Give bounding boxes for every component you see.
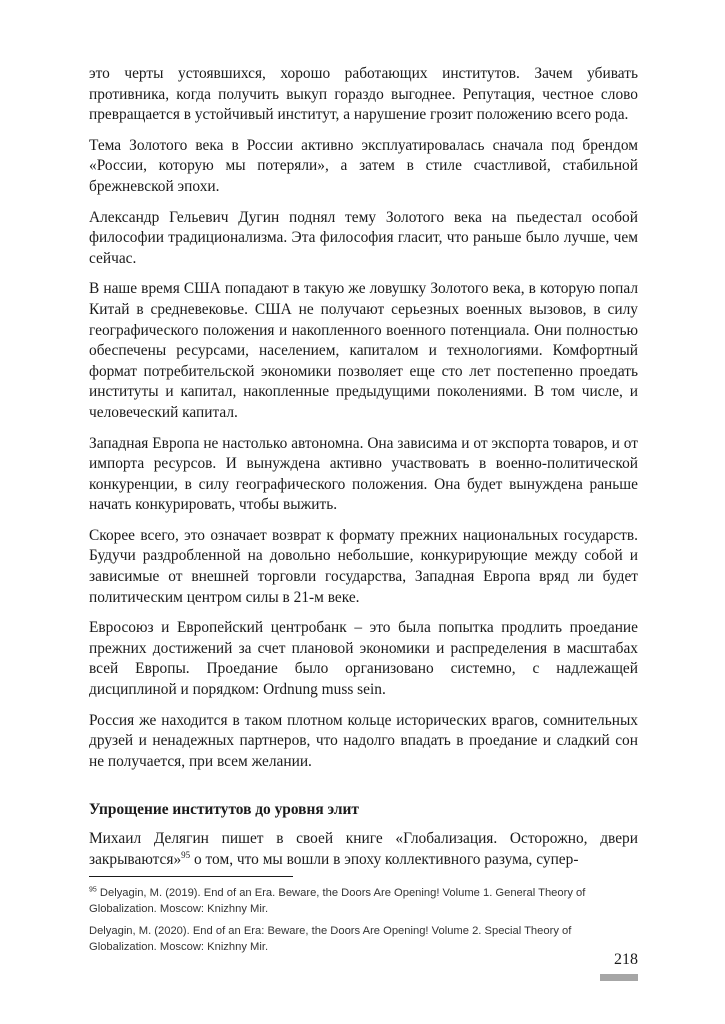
footnote-number: 95 — [89, 886, 97, 894]
footnote-95 — [89, 885, 638, 917]
paragraph-delyagin-text: Михаил Делягин пишет в своей книге «Глобализация. Осторожно, двери закрываются» — [89, 830, 638, 868]
paragraph-institutions: это черты устоявшихся, хорошо работающих институтов. Зачем убивать противника, когда получить выкуп гораздо выгоднее. Репутация, честное слово превращается в устойчивый институт, а нарушение грозит положению всего рода. — [89, 65, 638, 124]
paragraph-usa: В наше время США попадают в такую же ловушку Золотого века, в которую попал Китай в средневековье. США не получают серьезных военных вызовов, в силу географического положения и накопленного военного потенциала. Они полностью обеспечены ресурсами, населением, капиталом и технологиями. Комфортный формат потребительской экономики позволяет еще сто лет постепенно проедать институты и капитал, накопленные предыдущими поколениями. В том числе, и человеческий капитал. — [89, 280, 638, 421]
footnote-continuation: Delyagin, M. (2020). End of an Era: Beware, the Doors Are Opening! Volume 2. Special Theory of Globalization. Moscow: Knizhny Mir. — [89, 925, 572, 954]
paragraph-delyagin — [89, 829, 638, 870]
page-number: 218 — [614, 951, 638, 968]
footnote-reference[interactable]: 95 — [181, 849, 191, 860]
paragraph-golden-age-russia: Тема Золотого века в России активно эксплуатировалась сначала под брендом «России, которую мы потеряли», а затем в стиле счастливой, стабильной брежневской эпохи. — [89, 136, 638, 195]
paragraph-russia: Россия же находится в таком плотном кольце исторических врагов, сомнительных друзей и ненадежных партнеров, что надолго впадать в проедание и сладкий сон не получается, при всем желании. — [89, 711, 638, 770]
footnote-95-text: Delyagin, M. (2019). End of an Era. Beware, the Doors Are Opening! Volume 1. General Theory of Globalization. Moscow: Knizhny Mir. — [89, 887, 586, 916]
page-number-block — [600, 950, 638, 981]
paragraph-dugin: Александр Гельевич Дугин поднял тему Золотого века на пьедестал особой философии традиционализма. Эта философия гласит, что раньше было лучше, чем сейчас. — [89, 208, 638, 267]
page-number-bar — [600, 974, 638, 981]
paragraph-delyagin-continuation: о том, что мы вошли в эпоху коллективного разума, супер- — [190, 850, 579, 868]
section-heading: Упрощение институтов до уровня элит — [89, 801, 359, 819]
paragraph-eurounion: Евросоюз и Европейский центробанк – это была попытка продлить проедание прежних достижений за счет плановой экономики и распределения в масштабах всей Европы. Проедание было организовано системно, с надлежащей дисциплиной и порядком: Ordnung muss sein. — [89, 619, 638, 699]
page-body — [89, 64, 638, 961]
footnote-divider — [89, 876, 293, 877]
paragraph-national-states: Скорее всего, это означает возврат к формату прежних национальных государств. Будучи раздробленной на довольно небольшие, конкурирующие между собой и зависимые от внешней торговли государства, Западная Европа вряд ли будет политическим центром силы в 21-м веке. — [89, 526, 638, 606]
paragraph-western-europe: Западная Европа не настолько автономна. Она зависима и от экспорта товаров, и от импорта ресурсов. И вынуждена активно участвовать в военно-политической конкуренции, в силу географического положения. Она будет вынуждена раньше начать конкурировать, чтобы выжить. — [89, 434, 638, 514]
